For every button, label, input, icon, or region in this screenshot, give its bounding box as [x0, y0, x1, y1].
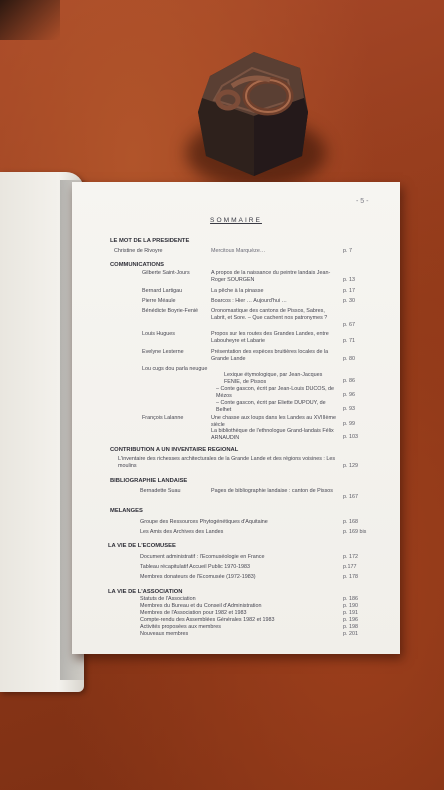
- entry-text: Membres de l'Association pour 1982 et 1983: [140, 610, 247, 616]
- entry-author: Lou cugs dou parla neugue: [142, 366, 208, 372]
- page-number: - 5 -: [356, 198, 369, 205]
- dark-corner: [0, 0, 60, 40]
- entry-text: Oronomastique des cantons de Pissos, Sabres, Labrit, et Sore. – Que cachent nos patronymes ?: [211, 308, 328, 321]
- entry-author: Bénédicte Boyrie-Fenié: [142, 308, 199, 314]
- section-heading: BIBLIOGRAPHIE LANDAISE: [110, 478, 188, 484]
- entry-page: p. 196: [343, 617, 358, 623]
- entry-text: Document administratif : l'Ecomuséologie en France: [140, 554, 265, 560]
- section-heading: LE MOT DE LA PRESIDENTE: [110, 238, 190, 244]
- entry-page: p. 13: [343, 277, 355, 283]
- entry-text: Pages de bibliographie landaise : canton de Pissos: [211, 488, 333, 494]
- entry-text: Compte-rendu des Assemblées Générales 1982 et 1983: [140, 617, 275, 623]
- section-heading: COMMUNICATIONS: [110, 262, 164, 268]
- section-heading: LA VIE DE L'ASSOCIATION: [108, 589, 183, 595]
- entry-author: François Lalanne: [142, 415, 184, 421]
- page-title: SOMMAIRE: [210, 217, 262, 224]
- entry-page: p. 169 bis: [343, 529, 367, 535]
- entry-text: Statuts de l'Association: [140, 596, 196, 602]
- entry-text: Une chasse aux loups dans les Landes au XVIIIème siècle: [211, 415, 336, 428]
- entry-text: Mercitous Marquèze…: [211, 248, 266, 254]
- entry-page: p. 67: [343, 322, 355, 328]
- entry-text: Activités proposées aux membres: [140, 624, 221, 630]
- entry-author: Louis Hugues: [142, 331, 175, 337]
- entry-page: p. 178: [343, 574, 358, 580]
- entry-page: p. 71: [343, 338, 355, 344]
- entry-text: Propos sur les routes des Grandes Landes, entre Labouheyre et Labarie: [211, 331, 329, 344]
- entry-text: Lexique étymologique, par Jean-Jacques FENIE, de Pissos: [224, 372, 323, 385]
- entry-page: p. 99: [343, 421, 355, 427]
- entry-page: p. 129: [343, 463, 358, 469]
- section-heading: MELANGES: [110, 508, 143, 514]
- section-heading: LA VIE DE L'ECOMUSEE: [108, 543, 176, 549]
- entry-text: Boarcos : Hier … Aujourd'hui …: [211, 298, 287, 304]
- entry-text: Nouveaux membres: [140, 631, 189, 637]
- entry-page: p. 172: [343, 554, 358, 560]
- entry-text: La pêche à la pinasse: [211, 288, 264, 294]
- entry-text: Les Amis des Archives des Landes: [140, 529, 224, 535]
- entry-author: Evelyne Lesterne: [142, 349, 184, 355]
- section-heading: CONTRIBUTION A UN INVENTAIRE REGIONAL: [110, 447, 239, 453]
- entry-text: Membres donateurs de l'Ecomusée (1972-1983): [140, 574, 256, 580]
- entry-author: Gilberte Saint-Jours: [142, 270, 190, 276]
- entry-page: p. 17: [343, 288, 355, 294]
- entry-page: p. 191: [343, 610, 358, 616]
- entry-page: p. 167: [343, 494, 358, 500]
- entry-page: p.177: [343, 564, 357, 570]
- entry-text: – Conte gascon, écrit par Eliette DUPOUY, de Belhet: [216, 400, 326, 413]
- entry-author: Pierre Méaule: [142, 298, 176, 304]
- entry-page: p. 80: [343, 356, 355, 362]
- entry-page: p. 30: [343, 298, 355, 304]
- entry-page: p. 93: [343, 406, 355, 412]
- contents-page: [72, 182, 400, 654]
- entry-author: Bernadette Suau: [140, 488, 181, 494]
- entry-text: A propos de la naissance du peintre landais Jean-Roger SOURGEN: [211, 270, 331, 283]
- entry-author: Bernard Lartigau: [142, 288, 183, 294]
- entry-page: p. 7: [343, 248, 352, 254]
- entry-text: La bibliothèque de l'ethnologue Grand-landais Félix ARNAUDIN: [211, 428, 334, 441]
- entry-text: Membres du Bureau et du Conseil d'Administration: [140, 603, 262, 609]
- entry-page: p. 103: [343, 434, 358, 440]
- entry-text: Présentation des espèces bruitières locales de la Grande Lande: [211, 349, 329, 362]
- entry-author: Christine de Rivoyre: [114, 248, 163, 254]
- entry-page: p. 86: [343, 378, 355, 384]
- entry-text: – Conte gascon, écrit par Jean-Louis DUCOS, de Mézos: [216, 386, 335, 399]
- entry-page: p. 96: [343, 392, 355, 398]
- entry-page: p. 168: [343, 519, 358, 525]
- entry-text: L'inventaire des richesses architecturales de la Grande Lande et des régions voisines : Les moulins: [118, 456, 336, 469]
- entry-text: Tableau récapitulatif Accueil Public 1970-1983: [140, 564, 250, 570]
- iron-weight: [192, 38, 316, 180]
- entry-page: p. 186: [343, 596, 358, 602]
- entry-text: Groupe des Ressources Phytogénétiques d'Aquitaine: [140, 519, 268, 525]
- entry-page: p. 190: [343, 603, 358, 609]
- entry-page: p. 201: [343, 631, 358, 637]
- entry-page: p. 198: [343, 624, 358, 630]
